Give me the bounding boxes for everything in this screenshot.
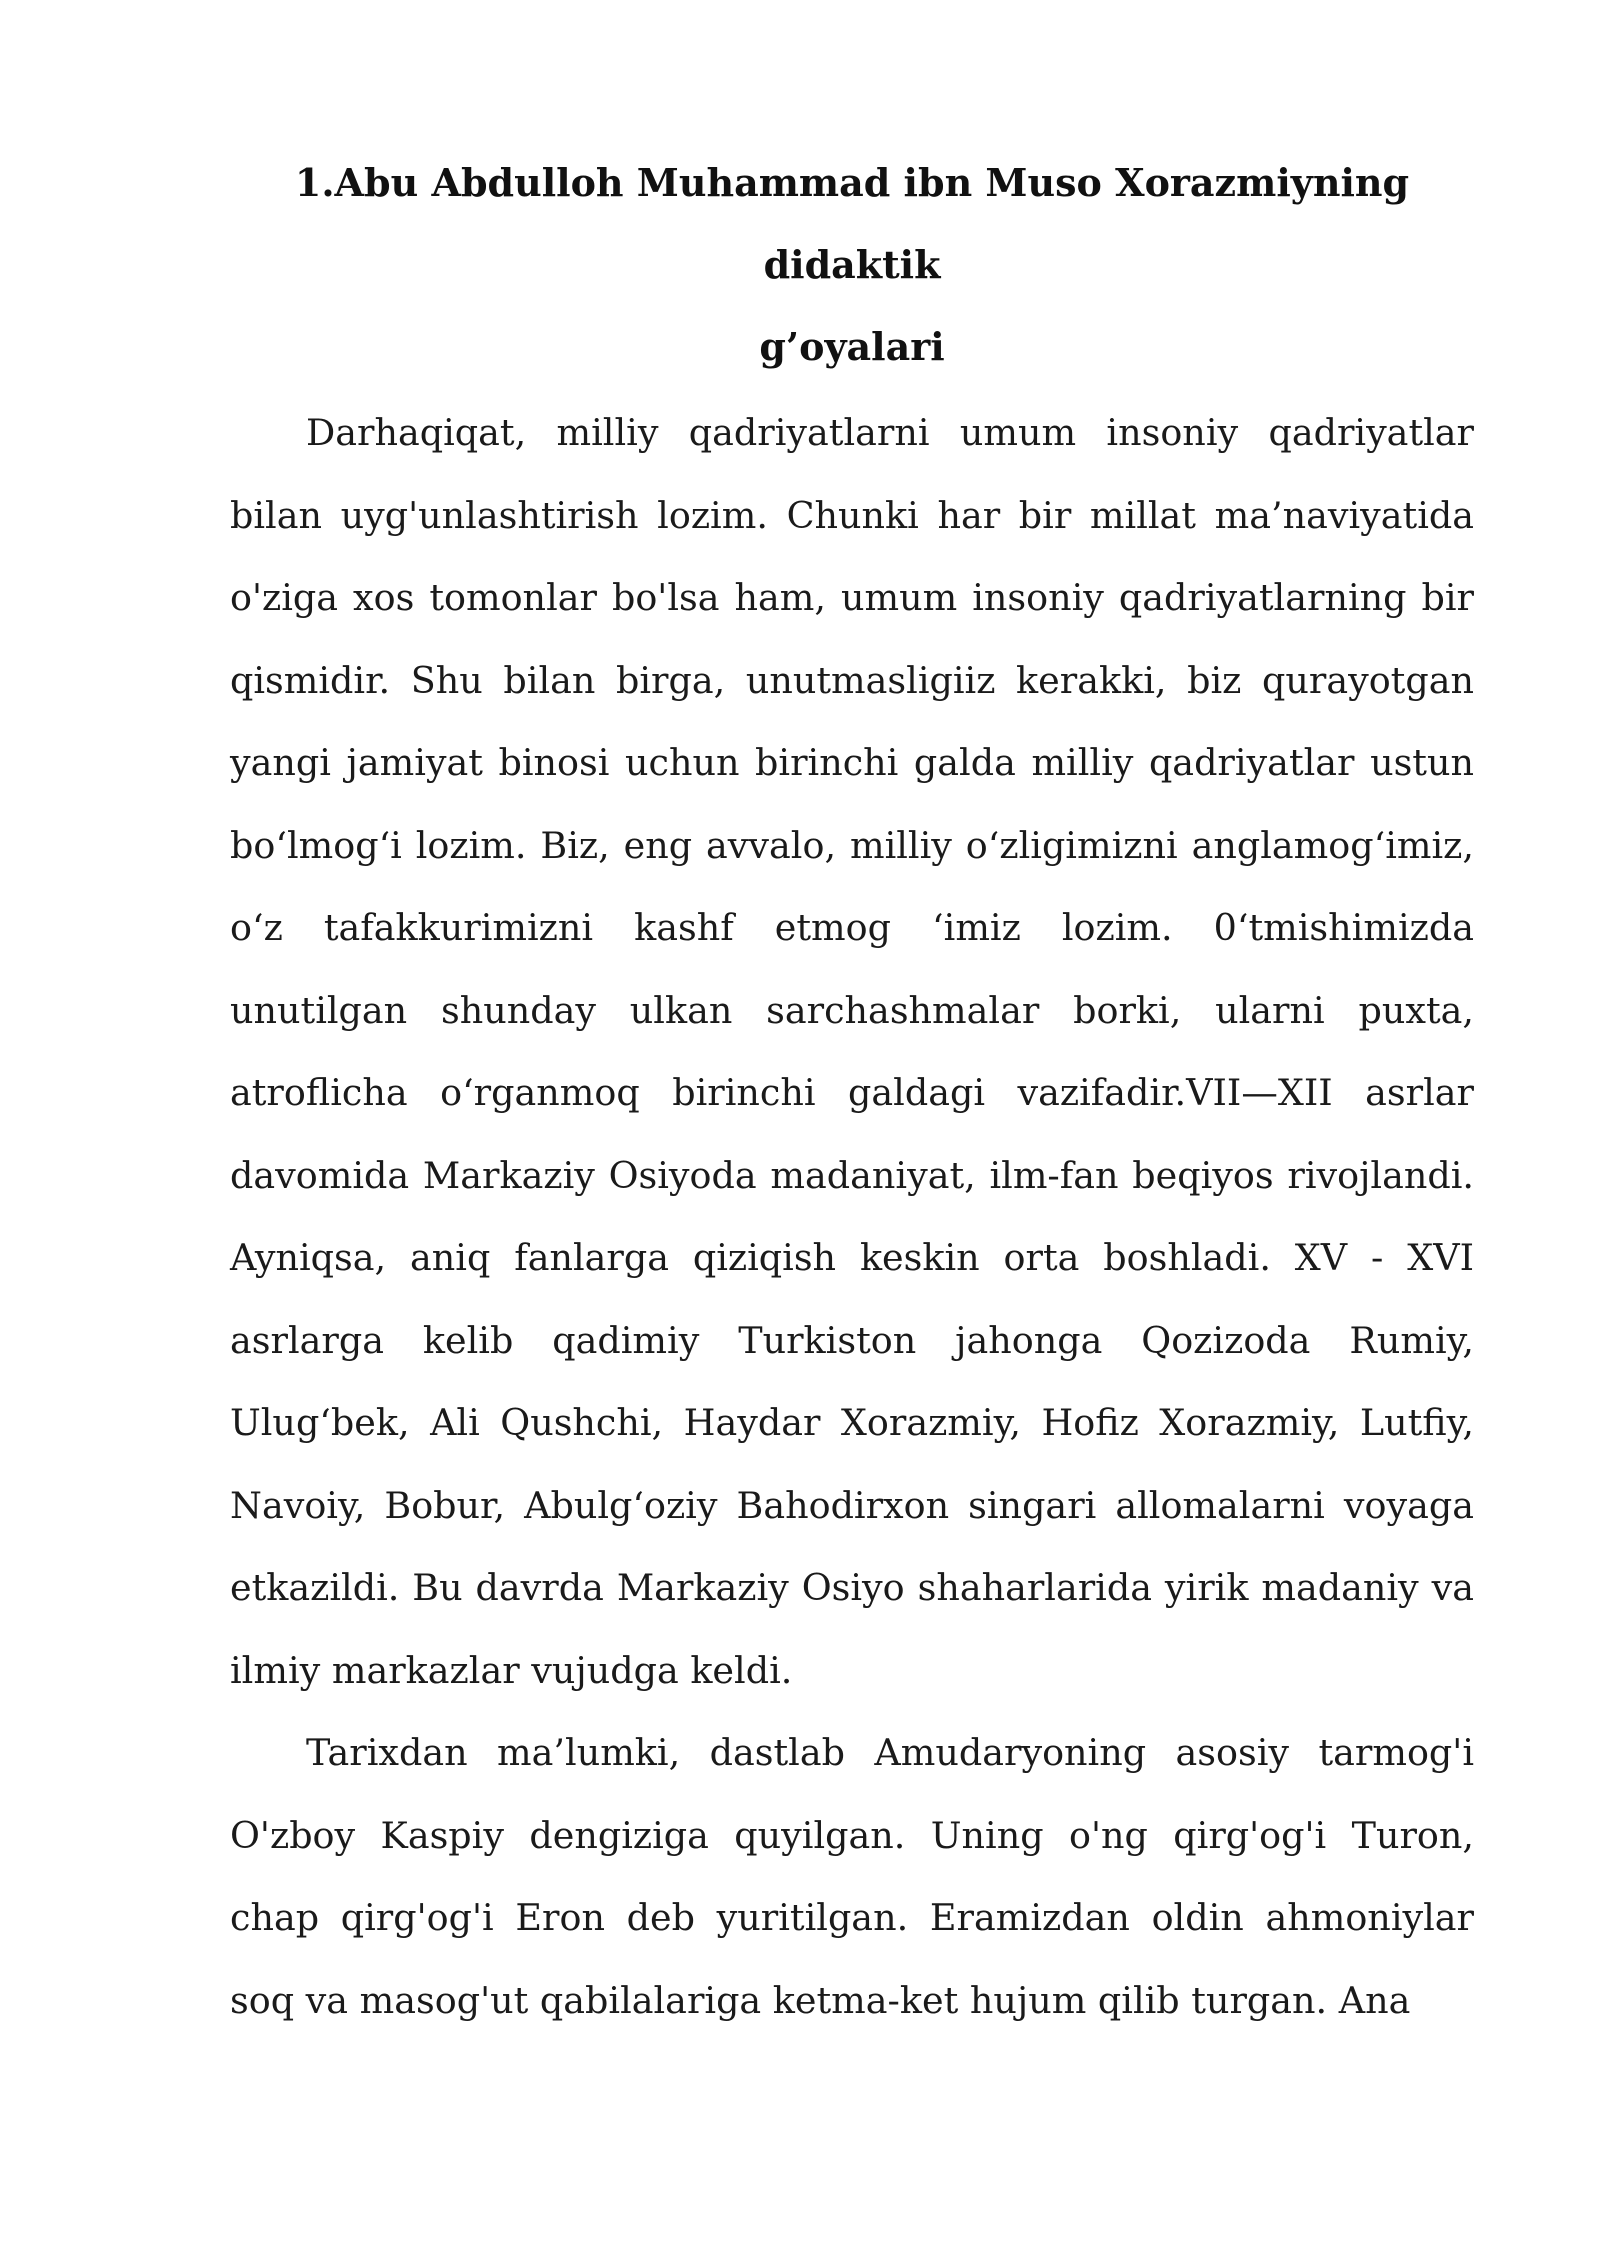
title-line-1: 1.Abu Abdulloh Muhammad ibn Muso Xorazmiyning didaktik [294, 160, 1410, 287]
paragraph-2: Tarixdan ma’lumki, dastlab Amudaryoning asosiy tarmog'i O'zboy Kaspiy dengiziga quyilgan. Uning o'ng qirg'og'i Turon, chap qirg'og'i Eron deb yuritilgan. Eramizdan oldin ahmoniylar soq va masog'ut qabilalariga ketma-ket hujum qilib turgan. Ana [230, 1731, 1474, 2022]
title-line-2: g’oyalari [759, 324, 945, 369]
paragraph-1: Darhaqiqat, milliy qadriyatlarni umum insoniy qadriyatlar bilan uyg'unlashtirish lozim. Chunki har bir millat ma’naviyatida o'ziga xos tomonlar bo'lsa ham, umum insoniy qadriyatlarning bir qismidir. Shu bilan birga, unutmasligiiz kerakki, biz qurayotgan yangi jamiyat binosi uchun birinchi galda milliy qadriyatlar ustun bo‘lmog‘i lozim. Biz, eng avvalo, milliy o‘zligimizni anglamog‘imiz, o‘z tafakkurimizni kashf etmog ‘imiz lozim. 0‘tmishimizda unutilgan shunday ulkan sarchashmalar borki, ularni puxta, atroflicha o‘rganmoq birinchi galdagi vazifadir.VII—XII asrlar davomida Markaziy Osiyoda madaniyat, ilm-fan beqiyos rivojlandi. Ayniqsa, aniq fanlarga qiziqish keskin orta boshladi. XV - XVI asrlarga kelib qadimiy Turkiston jahonga Qozizoda Rumiy, Ulug‘bek, Ali Qushchi, Haydar Xorazmiy, Hofiz Xorazmiy, Lutfiy, Navoiy, Bobur, Abulg‘oziy Bahodirxon singari allomalarni voyaga etkazildi. Bu davrda Markaziy Osiyo shaharlarida yirik madaniy va ilmiy markazlar vujudga keldi. [230, 411, 1474, 1692]
document-title [222, 142, 1482, 388]
document-body [230, 392, 1474, 2042]
